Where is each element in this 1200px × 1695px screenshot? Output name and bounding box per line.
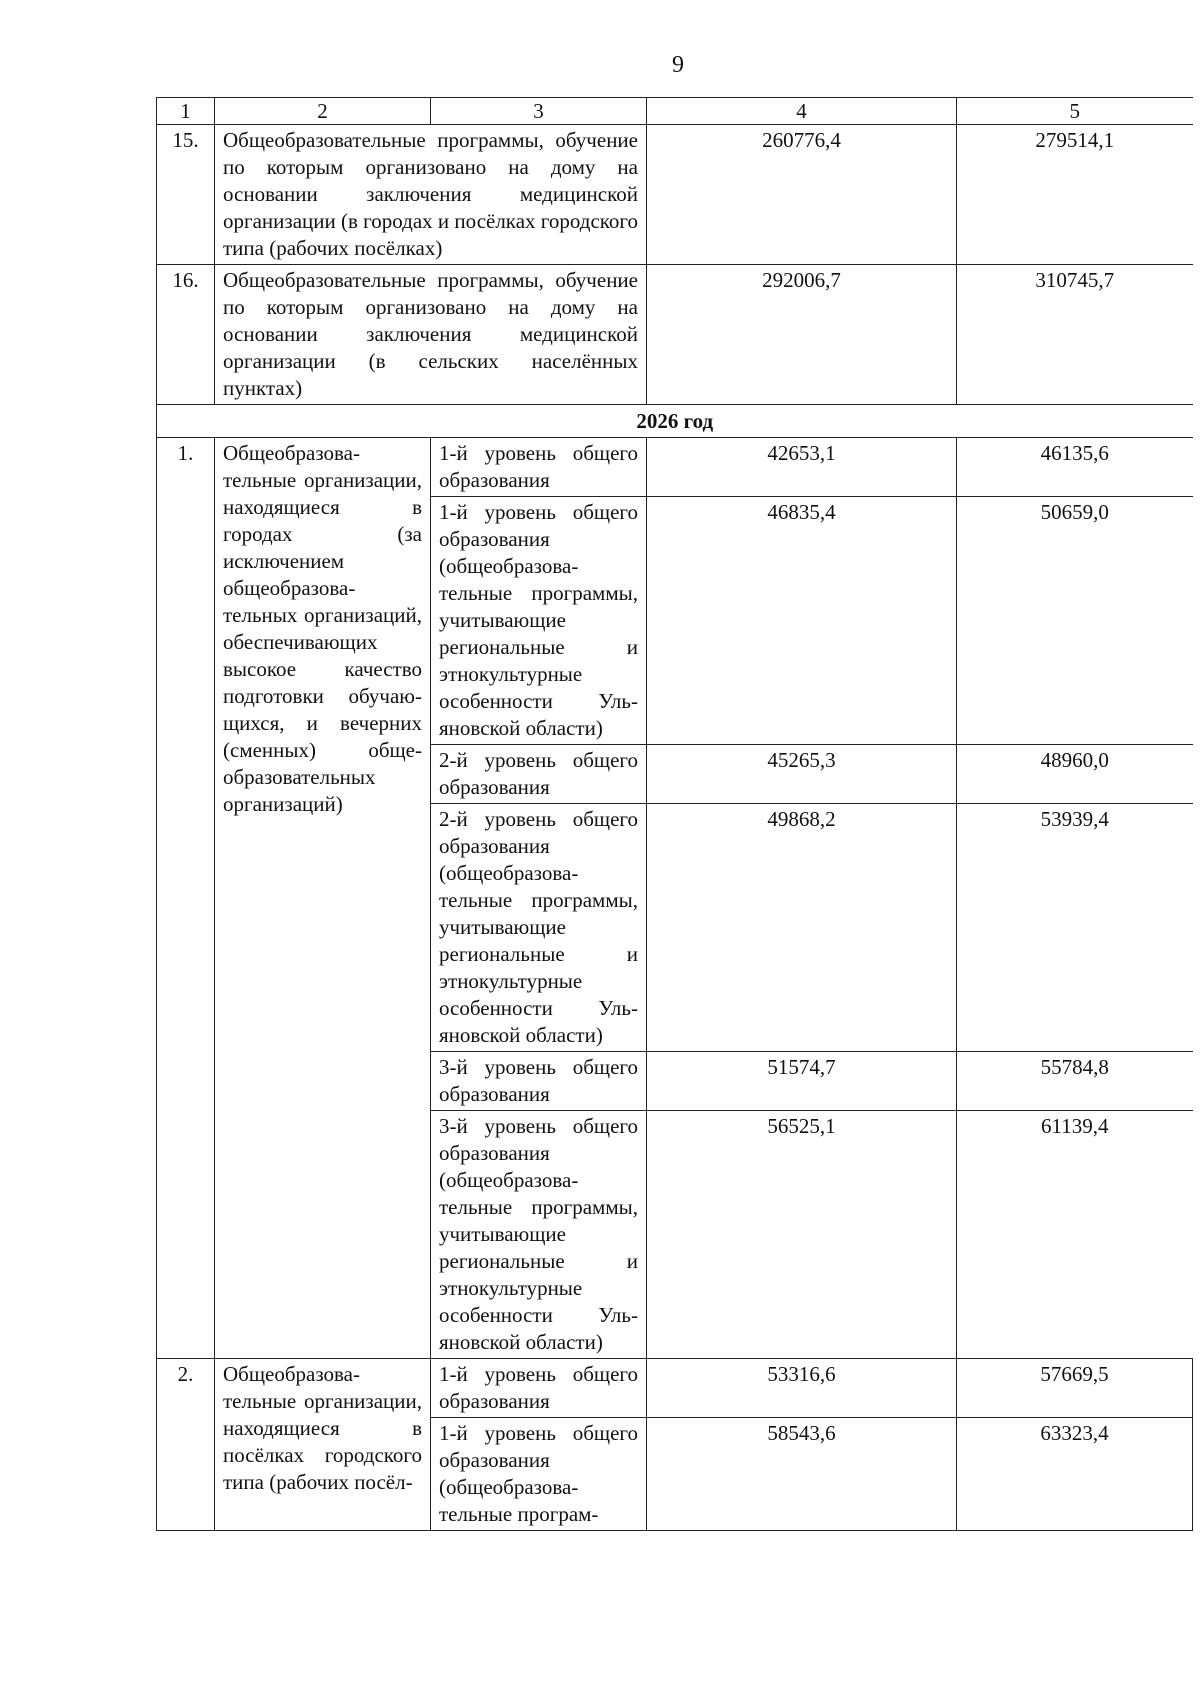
- table-row: [157, 1359, 1193, 1418]
- value-col4: 53316,6: [647, 1359, 957, 1418]
- education-level: 3-й уровень общего образования (общеобразовательные программы, учитывающие региональные и этнокультурные особенности Ульяновской области): [431, 1111, 647, 1359]
- page-number: 9: [672, 52, 684, 78]
- value-col4: 292006,7: [647, 265, 957, 405]
- organization-type: Общеобразовательные организации, находящиеся в посёлках городского типа (рабочих посёл-: [215, 1359, 431, 1531]
- value-col4: 58543,6: [647, 1418, 957, 1531]
- table-row: [157, 265, 1193, 405]
- value-col5: 63323,4: [957, 1418, 1193, 1531]
- row-number: 16.: [157, 265, 215, 405]
- education-level: 2-й уровень общего образования (общеобразовательные программы, учитывающие региональные и этнокультурные особенности Ульяновской области): [431, 804, 647, 1052]
- column-number-row: [157, 98, 1193, 125]
- value-col5: 57669,5: [957, 1359, 1193, 1418]
- value-col5: 48960,0: [957, 745, 1193, 804]
- education-level: 3-й уровень общего образования: [431, 1052, 647, 1111]
- value-col5: 310745,7: [957, 265, 1193, 405]
- year-heading: 2026 год: [157, 405, 1193, 438]
- value-col5: 55784,8: [957, 1052, 1193, 1111]
- education-level: 1-й уровень общего образования: [431, 438, 647, 497]
- value-col5: 46135,6: [957, 438, 1193, 497]
- value-col4: 51574,7: [647, 1052, 957, 1111]
- program-description: Общеобразовательные программы, обучение по которым организовано на дому на основании заключения медицинской организации (в городах и посёлках городского типа (рабочих посёлках): [215, 125, 647, 265]
- program-description: Общеобразовательные программы, обучение по которым организовано на дому на основании заключения медицинской организации (в сельских населённых пунктах): [215, 265, 647, 405]
- organization-type: Общеобразовательные организации, находящиеся в городах (за исключением общеобразовательных организаций, обеспечивающих высокое качество подготовки обучающихся, и вечерних (сменных) общеобразовательных организаций): [215, 438, 431, 1359]
- value-col5: 279514,1: [957, 125, 1193, 265]
- value-col5: 53939,4: [957, 804, 1193, 1052]
- value-col5: 50659,0: [957, 497, 1193, 745]
- column-header: 1: [157, 98, 215, 125]
- table-row: [157, 438, 1193, 497]
- column-header: 5: [957, 98, 1193, 125]
- education-level: 2-й уровень общего образования: [431, 745, 647, 804]
- value-col4: 56525,1: [647, 1111, 957, 1359]
- value-col4: 260776,4: [647, 125, 957, 265]
- column-header: 4: [647, 98, 957, 125]
- value-col4: 46835,4: [647, 497, 957, 745]
- row-number: 2.: [157, 1359, 215, 1531]
- column-header: 3: [431, 98, 647, 125]
- tariff-table: [156, 97, 1193, 1531]
- row-number: 1.: [157, 438, 215, 1359]
- value-col4: 45265,3: [647, 745, 957, 804]
- year-row: [157, 405, 1193, 438]
- value-col4: 42653,1: [647, 438, 957, 497]
- education-level: 1-й уровень общего образования (общеобразовательные программы, учитывающие региональные и этнокультурные особенности Ульяновской области): [431, 497, 647, 745]
- table-row: [157, 125, 1193, 265]
- column-header: 2: [215, 98, 431, 125]
- value-col5: 61139,4: [957, 1111, 1193, 1359]
- education-level: 1-й уровень общего образования (общеобразовательные програм-: [431, 1418, 647, 1531]
- row-number: 15.: [157, 125, 215, 265]
- education-level: 1-й уровень общего образования: [431, 1359, 647, 1418]
- value-col4: 49868,2: [647, 804, 957, 1052]
